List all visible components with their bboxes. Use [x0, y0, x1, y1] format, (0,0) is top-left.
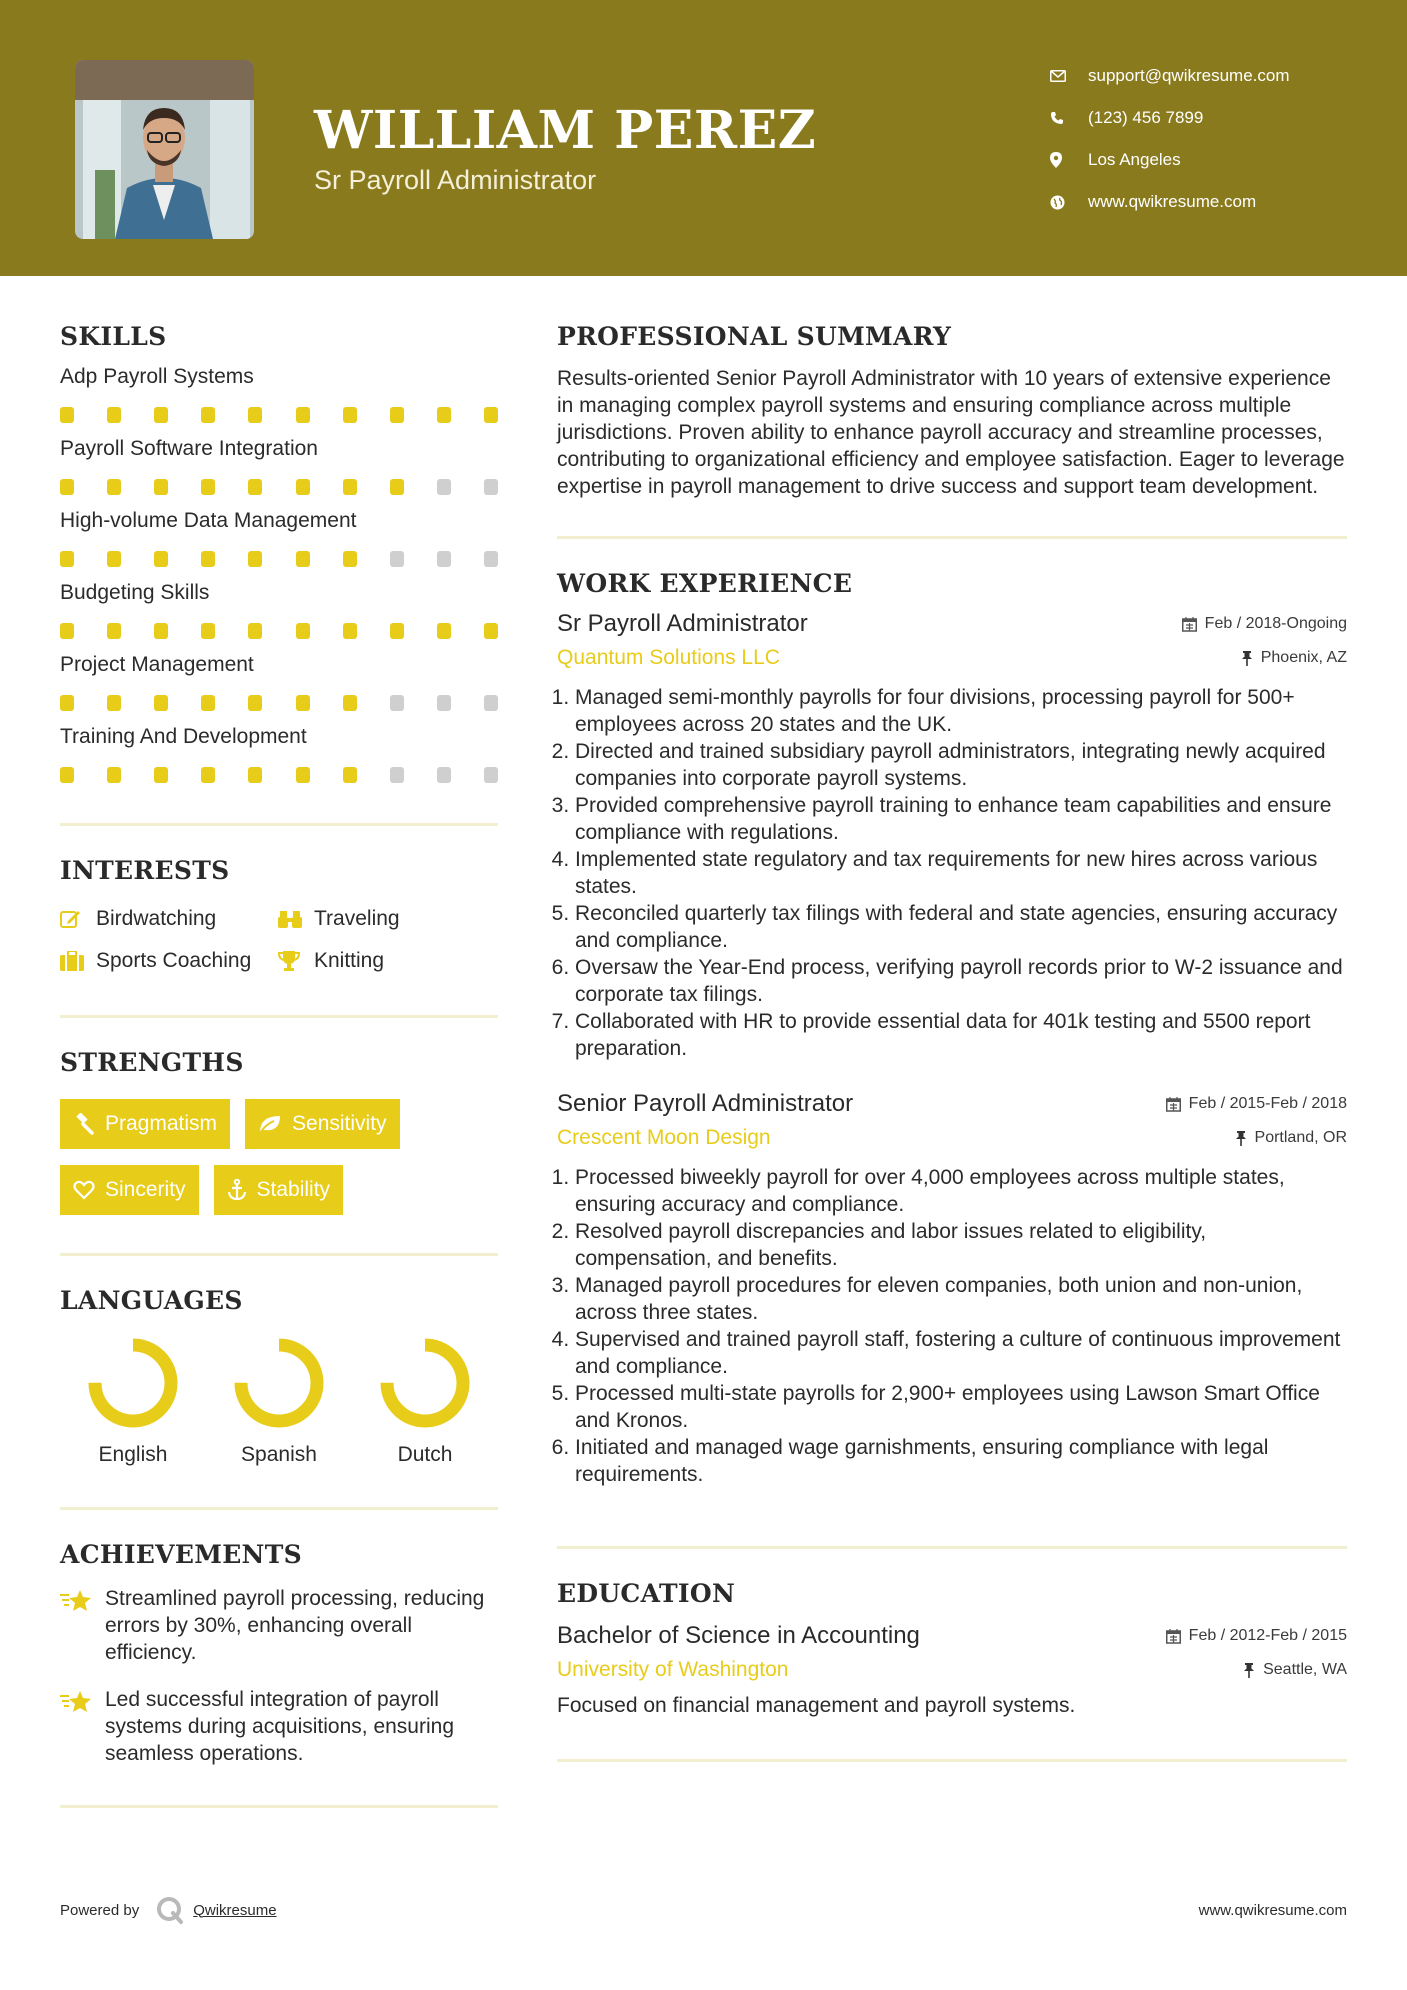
- footer-website[interactable]: www.qwikresume.com: [1198, 1901, 1347, 1919]
- skill-dot-empty: [484, 695, 498, 711]
- job-location: [1241, 649, 1347, 667]
- list-item: 4. Implemented state regulatory and tax requirements for new hires across various states.: [575, 846, 1347, 900]
- skill-dot-filled: [60, 695, 74, 711]
- skill-rating: [60, 695, 498, 711]
- strength-label: Pragmatism: [105, 1112, 218, 1135]
- language-item: [206, 1337, 352, 1467]
- interests-section: [60, 856, 498, 973]
- phone-icon: [1050, 111, 1088, 125]
- language-proficiency-ring: [87, 1337, 179, 1429]
- list-item: 2. Directed and trained subsidiary payroll administrators, integrating newly acquired companies into corporate payroll systems.: [575, 738, 1347, 792]
- education-location-text: Seattle, WA: [1263, 1661, 1347, 1678]
- skill-dot-filled: [296, 551, 310, 567]
- interests-heading: INTERESTS: [60, 856, 230, 885]
- skill-dot-filled: [484, 623, 498, 639]
- education-location: [1243, 1661, 1347, 1679]
- degree-title: Bachelor of Science in Accounting: [557, 1622, 920, 1649]
- skill-item: [60, 725, 498, 783]
- skill-dot-filled: [343, 479, 357, 495]
- skill-dot-filled: [296, 767, 310, 783]
- list-item: 6. Initiated and managed wage garnishments, ensuring compliance with legal requirements.: [575, 1434, 1347, 1488]
- list-item: 3. Provided comprehensive payroll training to enhance team capabilities and ensure compliance with regulations.: [575, 792, 1347, 846]
- skill-dot-filled: [248, 479, 262, 495]
- interest-label: Knitting: [314, 949, 385, 972]
- skill-dot-filled: [296, 623, 310, 639]
- trophy-icon: [278, 950, 314, 972]
- skill-dot-filled: [154, 551, 168, 567]
- skill-dot-filled: [296, 407, 310, 423]
- skill-item: [60, 437, 498, 495]
- calendar-icon: [1166, 1097, 1181, 1112]
- anchor-icon: [227, 1179, 247, 1201]
- skill-dot-empty: [437, 767, 451, 783]
- skill-dot-filled: [107, 623, 121, 639]
- list-item: 7. Collaborated with HR to provide essential data for 401k testing and 5500 report preparation.: [575, 1008, 1347, 1062]
- school-name: University of Washington: [557, 1658, 789, 1681]
- right-column: [557, 322, 1347, 1762]
- job-location-text: Phoenix, AZ: [1260, 649, 1347, 666]
- achievement-text: Streamlined payroll processing, reducing errors by 30%, enhancing overall efficiency.: [105, 1587, 485, 1664]
- skill-dot-filled: [154, 479, 168, 495]
- skill-rating: [60, 767, 498, 783]
- skill-item: [60, 509, 498, 567]
- skill-dot-filled: [343, 767, 357, 783]
- star-icon: [60, 1585, 105, 1666]
- list-item: 1. Managed semi-monthly payrolls for four divisions, processing payroll for 500+ employees across 20 states and the UK.: [575, 684, 1347, 738]
- skill-item: [60, 653, 498, 711]
- skill-dot-filled: [437, 623, 451, 639]
- list-item: 5. Processed multi-state payrolls for 2,900+ employees using Lawson Smart Office and Kronos.: [575, 1380, 1347, 1434]
- skills-heading: SKILLS: [60, 322, 167, 351]
- skill-dot-filled: [201, 551, 215, 567]
- interest-label: Birdwatching: [96, 907, 217, 930]
- language-proficiency-ring: [233, 1337, 325, 1429]
- skill-dot-empty: [390, 767, 404, 783]
- achievements-heading: ACHIEVEMENTS: [60, 1540, 302, 1569]
- education-date-text: Feb / 2012-Feb / 2015: [1188, 1627, 1347, 1644]
- globe-icon: [1050, 195, 1088, 210]
- contact-phone-text: (123) 456 7899: [1088, 108, 1204, 127]
- skill-item: [60, 365, 498, 423]
- heart-icon: [73, 1180, 95, 1200]
- section-divider: [60, 1507, 498, 1510]
- interest-item: [60, 907, 278, 931]
- contact-location-text: Los Angeles: [1088, 150, 1181, 169]
- job-title: Senior Payroll Administrator: [557, 1090, 854, 1117]
- pushpin-icon: [1243, 1663, 1255, 1678]
- skill-rating: [60, 407, 498, 423]
- job-title: Sr Payroll Administrator: [557, 610, 808, 637]
- profile-photo: [75, 60, 254, 239]
- list-item: 1. Processed biweekly payroll for over 4,000 employees across multiple states, ensuring accuracy and compliance.: [575, 1164, 1347, 1218]
- briefcase-icon: [60, 951, 96, 971]
- job-date: [1182, 615, 1347, 633]
- strength-label: Sincerity: [105, 1178, 186, 1201]
- language-proficiency-ring: [379, 1337, 471, 1429]
- calendar-icon: [1182, 617, 1197, 632]
- section-divider: [60, 1253, 498, 1256]
- skill-dot-filled: [248, 623, 262, 639]
- job-date-text: Feb / 2015-Feb / 2018: [1188, 1095, 1347, 1112]
- location-pin-icon: [1050, 152, 1088, 168]
- achievements-section: [60, 1540, 498, 1767]
- contact-website-text: www.qwikresume.com: [1088, 192, 1257, 211]
- skill-dot-filled: [248, 551, 262, 567]
- company-name: Crescent Moon Design: [557, 1126, 771, 1149]
- qwikresume-logo-icon: [155, 1895, 185, 1925]
- education-section: [557, 1579, 1347, 1719]
- skills-section: [60, 322, 498, 783]
- candidate-name: WILLIAM PEREZ: [314, 100, 817, 161]
- skill-dot-filled: [296, 695, 310, 711]
- skill-dot-empty: [437, 551, 451, 567]
- languages-section: [60, 1286, 498, 1467]
- strength-label: Sensitivity: [292, 1112, 387, 1135]
- skill-dot-empty: [484, 551, 498, 567]
- skill-dot-empty: [390, 695, 404, 711]
- skill-dot-empty: [437, 695, 451, 711]
- skill-rating: [60, 551, 498, 567]
- strength-label: Stability: [256, 1178, 331, 1201]
- skill-dot-filled: [343, 407, 357, 423]
- skill-dot-filled: [154, 767, 168, 783]
- candidate-title: Sr Payroll Administrator: [314, 165, 597, 195]
- experience-heading: WORK EXPERIENCE: [557, 569, 853, 598]
- strengths-section: [60, 1048, 498, 1215]
- envelope-icon: [1050, 70, 1088, 82]
- contact-email[interactable]: [1050, 55, 1380, 97]
- skill-dot-filled: [60, 767, 74, 783]
- skill-dot-filled: [484, 407, 498, 423]
- skill-dot-filled: [248, 407, 262, 423]
- list-item: 4. Supervised and trained payroll staff, fostering a culture of continuous improvement and compliance.: [575, 1326, 1347, 1380]
- summary-section: [557, 322, 1347, 500]
- job-bullets: [557, 1164, 1347, 1488]
- skill-name: Project Management: [60, 653, 254, 676]
- interest-label: Sports Coaching: [96, 949, 252, 972]
- job-location-text: Portland, OR: [1254, 1129, 1347, 1146]
- calendar-icon: [1166, 1629, 1181, 1644]
- footer: [60, 1895, 1347, 1925]
- language-item: [60, 1337, 206, 1467]
- skill-dot-filled: [390, 623, 404, 639]
- job-bullets: [557, 684, 1347, 1062]
- skill-dot-filled: [201, 767, 215, 783]
- skill-dot-filled: [390, 479, 404, 495]
- skill-dot-filled: [107, 479, 121, 495]
- interest-item: [278, 949, 498, 973]
- skill-dot-filled: [60, 479, 74, 495]
- section-divider: [557, 1759, 1347, 1762]
- skill-dot-empty: [437, 479, 451, 495]
- education-description: Focused on financial management and payroll systems.: [557, 1694, 1076, 1717]
- contact-location: [1050, 139, 1380, 181]
- leaf-icon: [258, 1114, 282, 1134]
- skill-name: High-volume Data Management: [60, 509, 357, 532]
- skill-dot-filled: [201, 479, 215, 495]
- pencil-icon: [60, 909, 96, 929]
- strength-tag: [60, 1165, 199, 1215]
- job-date-text: Feb / 2018-Ongoing: [1204, 615, 1347, 632]
- job-entry: [557, 610, 1347, 1062]
- section-divider: [60, 823, 498, 826]
- education-date: [1166, 1627, 1347, 1645]
- skill-dot-filled: [201, 407, 215, 423]
- skill-dot-filled: [437, 407, 451, 423]
- contact-list: [1050, 55, 1380, 223]
- skill-dot-filled: [107, 551, 121, 567]
- achievement-item: [60, 1686, 498, 1767]
- experience-section: [557, 569, 1347, 1488]
- skill-dot-filled: [248, 767, 262, 783]
- gavel-icon: [73, 1113, 95, 1135]
- skill-name: Payroll Software Integration: [60, 437, 318, 460]
- star-icon: [60, 1686, 105, 1767]
- qwikresume-link[interactable]: Qwikresume: [193, 1901, 277, 1919]
- strength-tag: [245, 1099, 400, 1149]
- contact-phone[interactable]: [1050, 97, 1380, 139]
- skill-rating: [60, 623, 498, 639]
- section-divider: [60, 1805, 498, 1808]
- language-label: English: [98, 1443, 168, 1466]
- resume-header: [0, 0, 1407, 276]
- powered-by: [60, 1895, 277, 1925]
- list-item: 2. Resolved payroll discrepancies and labor issues related to eligibility, compensation, and benefits.: [575, 1218, 1347, 1272]
- skill-name: Adp Payroll Systems: [60, 365, 254, 388]
- skill-dot-filled: [201, 623, 215, 639]
- skill-dot-filled: [60, 551, 74, 567]
- skill-dot-empty: [484, 479, 498, 495]
- job-location: [1235, 1129, 1347, 1147]
- skill-dot-filled: [154, 623, 168, 639]
- skill-dot-filled: [60, 623, 74, 639]
- section-divider: [60, 1015, 498, 1018]
- skill-dot-filled: [154, 407, 168, 423]
- education-heading: EDUCATION: [557, 1579, 736, 1608]
- left-column: [60, 322, 498, 1808]
- job-date: [1166, 1095, 1347, 1113]
- skill-dot-filled: [154, 695, 168, 711]
- skill-dot-filled: [60, 407, 74, 423]
- skill-dot-filled: [107, 407, 121, 423]
- skill-item: [60, 581, 498, 639]
- skill-name: Budgeting Skills: [60, 581, 210, 604]
- skill-dot-filled: [201, 695, 215, 711]
- skill-dot-filled: [343, 623, 357, 639]
- list-item: 3. Managed payroll procedures for eleven companies, both union and non-union, across three states.: [575, 1272, 1347, 1326]
- skill-rating: [60, 479, 498, 495]
- interest-item: [60, 949, 278, 973]
- contact-website[interactable]: [1050, 181, 1380, 223]
- job-entry: [557, 1090, 1347, 1488]
- company-name: Quantum Solutions LLC: [557, 646, 780, 669]
- summary-text: Results-oriented Senior Payroll Administrator with 10 years of extensive experience in managing complex payroll systems and ensuring compliance across multiple jurisdictions. Proven ability to enhance payroll accuracy and streamline processes, contributing to organizational efficiency and employee satisfaction. Eager to leverage expertise in payroll management to drive success and support team development.: [557, 367, 1345, 498]
- summary-heading: PROFESSIONAL SUMMARY: [557, 322, 952, 351]
- skill-name: Training And Development: [60, 725, 307, 748]
- strength-tag: [60, 1099, 230, 1149]
- achievement-item: [60, 1585, 498, 1666]
- interest-label: Traveling: [314, 907, 400, 930]
- skill-dot-filled: [248, 695, 262, 711]
- pushpin-icon: [1241, 651, 1253, 666]
- list-item: 6. Oversaw the Year-End process, verifying payroll records prior to W-2 issuance and corporate tax filings.: [575, 954, 1347, 1008]
- language-item: [352, 1337, 498, 1467]
- section-divider: [557, 536, 1347, 539]
- powered-by-label: Powered by: [60, 1901, 140, 1919]
- list-item: 5. Reconciled quarterly tax filings with federal and state agencies, ensuring accuracy and compliance.: [575, 900, 1347, 954]
- languages-heading: LANGUAGES: [60, 1286, 243, 1315]
- language-label: Dutch: [397, 1443, 453, 1466]
- strength-tag: [214, 1165, 344, 1215]
- pushpin-icon: [1235, 1131, 1247, 1146]
- contact-email-text: support@qwikresume.com: [1088, 66, 1290, 85]
- skill-dot-filled: [107, 695, 121, 711]
- strengths-heading: STRENGTHS: [60, 1048, 244, 1077]
- skill-dot-filled: [343, 551, 357, 567]
- skill-dot-filled: [107, 767, 121, 783]
- language-label: Spanish: [241, 1443, 317, 1466]
- skill-dot-filled: [296, 479, 310, 495]
- skill-dot-empty: [390, 551, 404, 567]
- skill-dot-filled: [390, 407, 404, 423]
- interest-item: [278, 907, 498, 931]
- binoculars-icon: [278, 909, 314, 929]
- achievement-text: Led successful integration of payroll systems during acquisitions, ensuring seamless operations.: [105, 1688, 455, 1765]
- skill-dot-filled: [343, 695, 357, 711]
- section-divider: [557, 1546, 1347, 1549]
- skill-dot-empty: [484, 767, 498, 783]
